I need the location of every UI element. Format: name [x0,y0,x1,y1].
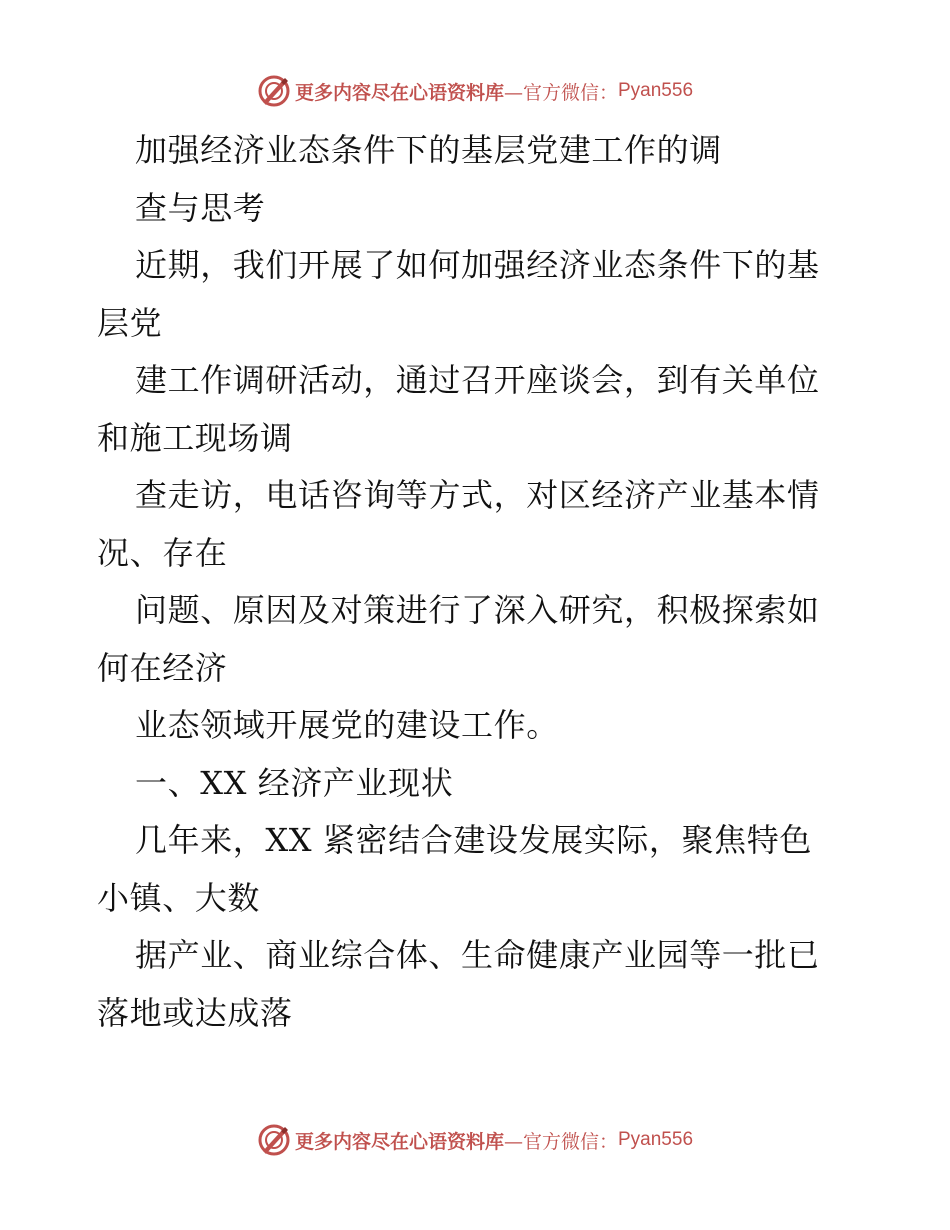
pen-logo-icon [257,74,291,108]
text-line: 和施工现场调 [97,418,293,457]
text-line: 加强经济业态条件下的基层党建工作的调 [135,131,722,169]
banner-wechat-id: Pyan556 [618,80,694,101]
text-line: 几年来，XX 紧密结合建设发展实际，聚焦特色 [135,821,812,859]
text-line: 近期，我们开展了如何加强经济业态条件下的基 [135,246,820,284]
pen-logo-icon [257,1123,291,1157]
banner-title: 更多内容尽在心语资料库 [294,1130,504,1153]
banner-subtitle: —官方微信： [503,81,618,104]
text-line: 何在经济 [97,648,228,687]
text-line: 据产业、商业综合体、生命健康产业园等一批已 [135,936,820,974]
text-line: 查走访，电话咨询等方式，对区经济产业基本情 [135,476,820,514]
text-line: 小镇、大数 [97,878,261,917]
text-line: 况、存在 [97,533,228,572]
document-body [97,122,857,1042]
text-line: 一、XX 经济产业现状 [135,763,454,802]
text-line: 查与思考 [135,188,266,227]
text-line: 问题、原因及对策进行了深入研究，积极探索如 [135,591,820,629]
text-line: 落地或达成落 [97,993,293,1032]
header-banner [0,71,950,111]
text-line: 业态领域开展党的建设工作。 [135,706,559,744]
banner-title: 更多内容尽在心语资料库 [294,81,504,104]
banner-subtitle: —官方微信： [503,1130,618,1153]
text-line: 层党 [97,303,163,342]
banner-wechat-id: Pyan556 [618,1129,694,1150]
text-line: 建工作调研活动，通过召开座谈会，到有关单位 [135,361,820,399]
footer-banner [0,1120,950,1160]
